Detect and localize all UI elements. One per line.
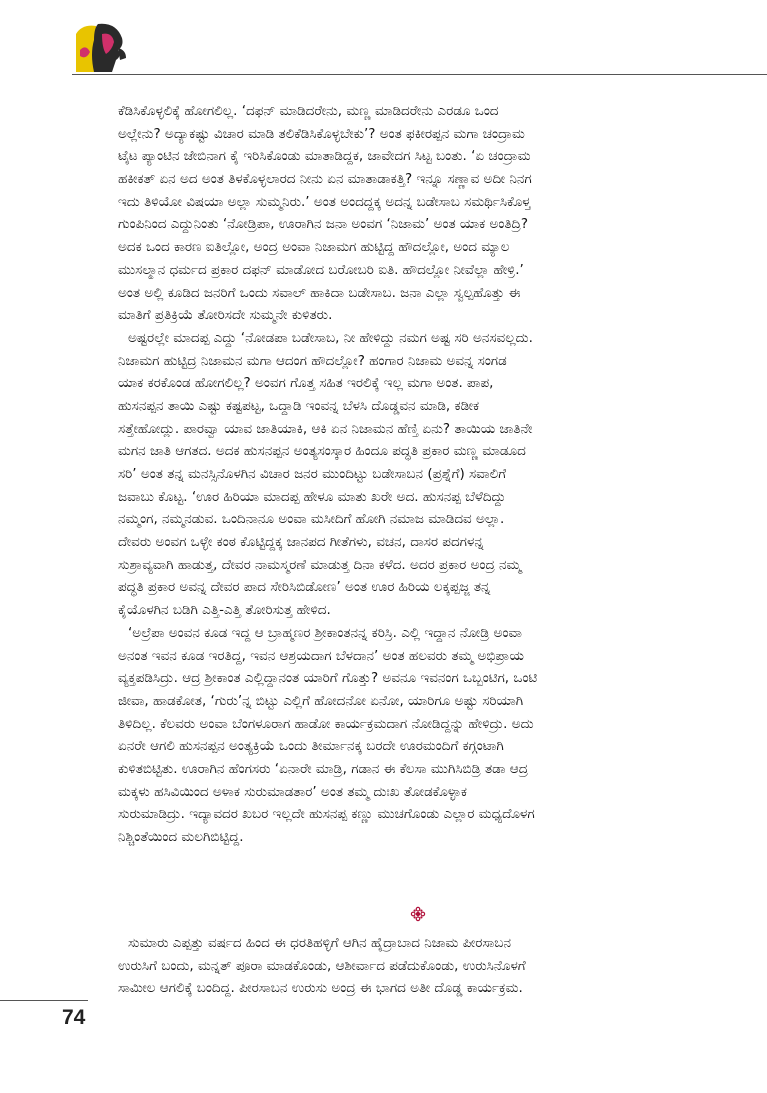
- text-line: ಮಕ್ಕಳು ಹಸಿವಿಯಿಂದ ಅಳಾಕ ಸುರುಮಾಡತಾರ’ ಅಂತ ತಮ್ಮ ದುಃಖ ತೋಡಕೊಳ್ಳಾಕ: [118, 783, 467, 800]
- text-line: ಇದು ತಿಳಿಯೋ ವಿಷಯಾ ಅಲ್ಲಾ ಸುಮ್ಮನಿರು.’ ಅಂತ ಅಂದದ್ದಕ್ಕ ಅದನ್ನ ಬಡೇಸಾಬ ಸಮರ್ಥಿಸಿಕೊಳ್ತ: [118, 193, 531, 210]
- text-line: ನಿಶ್ಚಿಂತೆಯಿಂದ ಮಲಗಿಬಿಟ್ಟಿದ್ದ.: [118, 829, 244, 845]
- text-line: ಸಾಮೀಲ ಆಗಲಿಕ್ಕೆ ಬಂದಿದ್ದ. ಪೀರಸಾಬನ ಉರುಸು ಅಂದ್ರ ಈ ಭಾಗದ ಅತೀ ದೊಡ್ಡ ಕಾರ್ಯಕ್ರಮ.: [118, 980, 523, 997]
- text-line: ಸತ್ತೇಹೋದ್ಲು. ಪಾರವ್ವಾ ಯಾವ ಜಾತಿಯಾಕಿ, ಆಕಿ ಏನ ನಿಜಾಮನ ಹೆಣ್ತಿ ಏನು? ತಾಯಿಯ ಜಾತಿನೇ: [118, 420, 533, 437]
- text-line: ಸರಿ’ ಅಂತ ತನ್ನ ಮನಸ್ಸಿನೊಳಗಿನ ವಿಚಾರ ಜನರ ಮುಂದಿಟ್ಟು ಬಡೇಸಾಬನ (ಪ್ರಶ್ನೆಗೆ) ಸವಾಲಿಗೆ: [118, 466, 507, 482]
- text-line: ‘ಅಲ್ರೆಪಾ ಅಂವನ ಕೂಡ ಇದ್ದ ಆ ಬ್ರಾಹ್ಮಣರ ಶ್ರೀಕಾಂತನನ್ನ ಕರಿಸ್ರಿ. ಎಲ್ಲಿ ಇದ್ದಾನ ನೋಡ್ರಿ ಅಂವಾ: [128, 624, 522, 641]
- text-line: ಅಂತ ಅಲ್ಲಿ ಕೂಡಿದ ಜನರಿಗೆ ಒಂದು ಸವಾಲ್ ಹಾಕಿದಾ ಬಡೇಸಾಬ. ಜನಾ ಎಲ್ಲಾ ಸ್ವಲ್ಪಹೊತ್ತು ಈ: [118, 284, 521, 301]
- text-line: ಹುಸನಪ್ಪನ ತಾಯಿ ಎಷ್ಟು ಕಷ್ಟಪಟ್ಟ, ಒದ್ದಾಡಿ ಇಂವನ್ನ ಬೆಳಸಿ ದೊಡ್ಡವನ ಮಾಡಿ, ಕಡೀಕ: [118, 397, 480, 414]
- text-line: ಸುರುಮಾಡಿದ್ರು. ಇದ್ಯಾವದರ ಖಬರ ಇಲ್ಲದೇ ಹುಸನಪ್ಪ ಕಣ್ಣು ಮುಚಗೊಂಡು ಎಲ್ಲಾರ ಮಧ್ಯದೊಳಗ: [118, 806, 535, 823]
- text-line: ಜೀವಾ, ಹಾಡಕೋತ, ‘ಗುರು’ನ್ನ ಬಿಟ್ಟು ಎಲ್ಲಿಗೆ ಹೋದನೋ ಏನೋ, ಯಾರಿಗೂ ಅಷ್ಟು ಸರಿಯಾಗಿ: [118, 692, 524, 709]
- text-line: ಪದ್ಧತಿ ಪ್ರಕಾರ ಅವನ್ನ ದೇವರ ಪಾದ ಸೇರಿಸಿಬಿಡೋಣ’ ಅಂತ ಊರ ಹಿರಿಯ ಲಕ್ಕಪ್ಪಜ್ಜ ತನ್ನ: [118, 579, 491, 596]
- text-line: ಅನಂತ ಇವನ ಕೂಡ ಇರತಿದ್ದ, ಇವನ ಆಶ್ರಯದಾಗ ಬೆಳದಾನ’ ಅಂತ ಹಲವರು ತಮ್ಮ ಅಭಿಪ್ರಾಯ: [118, 647, 524, 664]
- page-number: 74: [62, 1006, 86, 1029]
- text-line: ಅಲ್ಲೇನು? ಅದ್ಯಾಕಷ್ಟು ವಿಚಾರ ಮಾಡಿ ತಲಿಕೆಡಿಸಿಕೊಳ್ಳಬೇಕು’? ಅಂತ ಫಕೀರಪ್ಪನ ಮಗಾ ಚಂದ್ರಾಮ: [118, 125, 525, 142]
- section-2-text: [118, 932, 714, 1000]
- text-line: ಹಕೀಕತ್ ಏನ ಅದ ಅಂತ ತಿಳಕೊಳ್ಳಲಾರದ ನೀನು ಏನ ಮಾತಾಡಾಕತ್ತಿ? ಇನ್ನೂ ಸಣ್ಣಾವ ಅದೀ ನಿನಗ: [118, 171, 532, 188]
- text-line: ವ್ಯಕ್ತಪಡಿಸಿದ್ರು. ಆದ್ರ ಶ್ರೀಕಾಂತ ಎಲ್ಲಿದ್ದಾನಂತ ಯಾರಿಗೆ ಗೊತ್ತು? ಅವನೂ ಇವನಂಗ ಒಬ್ಬಂಟಿಗ, ಒಂಟಿ: [118, 670, 538, 687]
- text-line: ಕುಳಿತಬಿಟ್ಟಿತು. ಊರಾಗಿನ ಹೆಂಗಸರು ‘ಏನಾರೇ ಮಾಡ್ರಿ, ಗಡಾನ ಈ ಕೆಲಸಾ ಮುಗಿಸಿಬಿಡ್ರಿ ತಡಾ ಆದ್ರ: [118, 760, 529, 777]
- text-line: ಯಾಕ ಕರಕೊಂಡ ಹೋಗಲಿಲ್ಲ? ಅಂವಗ ಗೊತ್ತ ಸಹಿತ ಇರಲಿಕ್ಕೆ ಇಲ್ಲ ಮಗಾ ಅಂತ. ಪಾಪ,: [118, 375, 494, 392]
- face-profile-logo-icon: [72, 20, 134, 72]
- text-line: ಟೈಟ ಪ್ಯಾಂಟಿನ ಜೇಬಿನಾಗ ಕೈ ಇರಿಸಿಕೊಂಡು ಮಾತಾಡಿದ್ದಕ, ಜಾವೇದಗ ಸಿಟ್ಟ ಬಂತು. ‘ಏ ಚಂದ್ರಾಮ: [118, 148, 531, 165]
- text-line: ಸುಶ್ರಾವ್ಯವಾಗಿ ಹಾಡುತ್ತ, ದೇವರ ನಾಮಸ್ಮರಣೆ ಮಾಡುತ್ತ ದಿನಾ ಕಳೆದ. ಅದರ ಪ್ರಕಾರ ಅಂದ್ರ ನಮ್ಮ: [118, 556, 522, 573]
- text-line: ಮಾತಿಗೆ ಪ್ರತಿಕ್ರಿಯೆ ತೋರಿಸದೇ ಸುಮ್ಮನೇ ಕುಳಿತರು.: [118, 307, 333, 324]
- text-line: ಕೈಯೊಳಗಿನ ಬಡಿಗಿ ಎತ್ತಿ-ಎತ್ತಿ ತೋರಿಸುತ್ತ ಹೇಳಿದ.: [118, 602, 331, 619]
- text-line: ಏನರೇ ಆಗಲಿ ಹುಸನಪ್ಪನ ಅಂತ್ಯಕ್ರಿಯೆ ಒಂದು ತೀರ್ಮಾನಕ್ಕ ಬರದೇ ಊರಮಂದಿಗೆ ಕಗ್ಗಂಟಾಗಿ: [118, 738, 504, 755]
- text-line: ಸುಮಾರು ಎಪ್ಪತ್ತು ವರ್ಷದ ಹಿಂದ ಈ ಧರತಿಹಳ್ಳಿಗೆ ಆಗಿನ ಹೈದ್ರಾಬಾದ ನಿಜಾಮ ಪೀರಸಾಬನ: [128, 935, 511, 951]
- text-line: ಕೆಡಿಸಿಕೊಳ್ಳಲಿಕ್ಕೆ ಹೋಗಲಿಲ್ಲ. ‘ದಫನ್ ಮಾಡಿದರೇನು, ಮಣ್ಣ ಮಾಡಿದರೇನು ಎರಡೂ ಒಂದ: [118, 103, 499, 119]
- text-line: ನಿಜಾಮಗ ಹುಟ್ಟಿದ್ರ ನಿಜಾಮನ ಮಗಾ ಆದಂಗ ಹೌದಲ್ಲೋ? ಹಂಗಾರ ನಿಜಾಮ ಅವನ್ನ ಸಂಗಡ: [118, 352, 507, 369]
- text-line: ತಿಳಿದಿಲ್ಲ. ಕೆಲವರು ಅಂವಾ ಬೆಂಗಳೂರಾಗ ಹಾಡೋ ಕಾರ್ಯಕ್ರಮದಾಗ ನೋಡಿದ್ದನ್ನು ಹೇಳಿದ್ರು. ಅದು: [118, 715, 534, 732]
- text-line: ಅಷ್ಟರಲ್ಲೇ ಮಾದಪ್ಪ ಎದ್ದು ‘ನೋಡಪಾ ಬಡೇಸಾಬ, ನೀ ಹೇಳಿದ್ದು ನಮಗ ಅಷ್ಟ ಸರಿ ಅನಸವಲ್ಲದು.: [128, 329, 533, 346]
- text-line: ಮುಸಲ್ಮಾನ ಧರ್ಮದ ಪ್ರಕಾರ ದಫನ್ ಮಾಡೋದ ಬರೋಬರಿ ಐತಿ. ಹೌದಲ್ಲೋ ನೀವೆಲ್ಲಾ ಹೇಳ್ರಿ.’: [118, 261, 524, 278]
- text-line: ದೇವರು ಅಂವಗ ಒಳ್ಳೇ ಕಂಠ ಕೊಟ್ಟಿದ್ದಕ್ಕ ಜಾನಪದ ಗೀತೆಗಳು, ವಚನ, ದಾಸರ ಪದಗಳನ್ನ: [118, 534, 484, 551]
- body-text: [118, 100, 714, 849]
- footer-rule: [0, 1000, 88, 1001]
- text-line: ಜವಾಬು ಕೊಟ್ಟ. ‘ಊರ ಹಿರಿಯಾ ಮಾದಪ್ಪ ಹೇಳೂ ಮಾತು ಖರೇ ಅದ. ಹುಸನಪ್ಪ ಬೆಳೆದಿದ್ದು: [118, 488, 506, 505]
- text-line: ಅದಕ ಒಂದ ಕಾರಣ ಐತಿಲ್ಲೋ, ಅಂದ್ರ ಅಂವಾ ನಿಜಾಮಗ ಹುಟ್ಟಿದ್ದ ಹೌದಲ್ಲೋ, ಅಂದ ಮ್ಯಾಲ: [118, 239, 510, 256]
- text-line: ಉರುಸಿಗೆ ಬಂದು, ಮನ್ನತ್ ಪೂರಾ ಮಾಡಕೊಂಡು, ಆಶೀರ್ವಾದ ಪಡೆದುಕೊಂಡು, ಉರುಸಿನೊಳಗೆ: [118, 957, 526, 974]
- text-line: ಗುಂಪಿನಿಂದ ಎದ್ದುನಿಂತು ‘ನೋಡ್ರಿಪಾ, ಊರಾಗಿನ ಜನಾ ಅಂವಗ ‘ನಿಜಾಮ’ ಅಂತ ಯಾಕ ಅಂತಿದ್ರಿ?: [118, 216, 528, 233]
- header-rule: [72, 74, 767, 75]
- text-line: ಮಗನ ಜಾತಿ ಆಗತದ. ಅದಕ ಹುಸನಪ್ಪನ ಅಂತ್ಯಸಂಸ್ಕಾರ ಹಿಂದೂ ಪದ್ಧತಿ ಪ್ರಕಾರ ಮಣ್ಣ ಮಾಡೂದ: [118, 443, 526, 460]
- text-line: ನಮ್ಮಂಗ, ನಮ್ಮನಡುವ. ಒಂದಿನಾನೂ ಅಂವಾ ಮಸೀದಿಗೆ ಹೋಗಿ ನಮಾಜ ಮಾಡಿದವ ಅಲ್ಲಾ.: [118, 511, 505, 528]
- flower-ornament-icon: [410, 906, 426, 922]
